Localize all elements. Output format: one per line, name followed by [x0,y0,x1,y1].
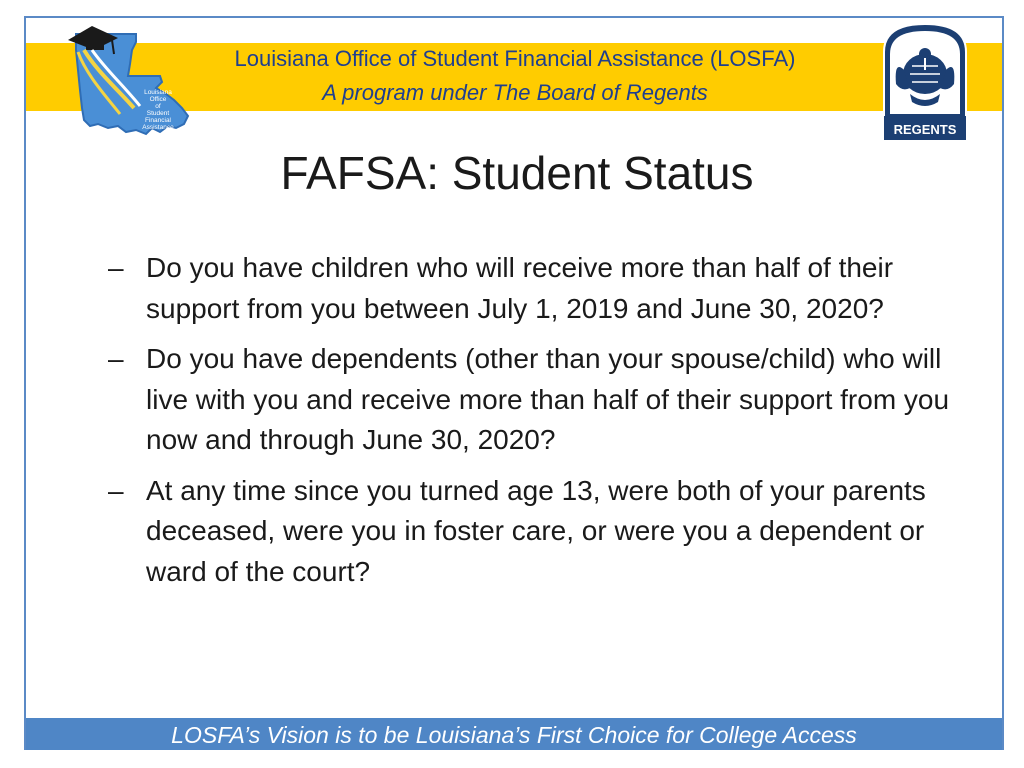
header-subtitle: A program under The Board of Regents [322,80,708,105]
bullet-text: Do you have dependents (other than your spouse/child) who will live with you and receive more than half of their support from you now and through June 30, 2020? [146,343,950,455]
seal-label: REGENTS [893,122,957,137]
logo-text-3: of [155,103,161,110]
logo-text-4: Student [146,110,170,117]
logo-text-1: Louisiana [144,89,172,96]
bullet-dash: – [108,474,124,506]
footer-vision-text: LOSFA’s Vision is to be Louisiana’s First Choice for College Access [171,722,857,748]
bullet-item [108,339,958,461]
bullet-dash: – [108,343,124,374]
logo-text-5: Financial [144,117,172,124]
bullet-text: Do you have children who will receive more than half of their support from you between July 1, 2019 and June 30, 2020? [146,252,894,324]
header-organization-name: Louisiana Office of Student Financial Assistance (LOSFA) [234,46,796,71]
slide-title: FAFSA: Student Status [280,147,754,199]
bullet-list [108,248,958,602]
logo-text-2: Office [149,96,167,103]
bullet-dash: – [108,252,124,283]
pelican-seal-icon [880,22,970,142]
logo-text-6: Assistance [142,124,174,131]
bullet-item [108,248,958,329]
louisiana-map-graduate-icon [56,20,196,144]
bullet-text: At any time since you turned age 13, were both of your parents deceased, were you in foster care, or were you a dependent or ward of the court? [146,474,926,587]
bullet-item [108,471,958,593]
